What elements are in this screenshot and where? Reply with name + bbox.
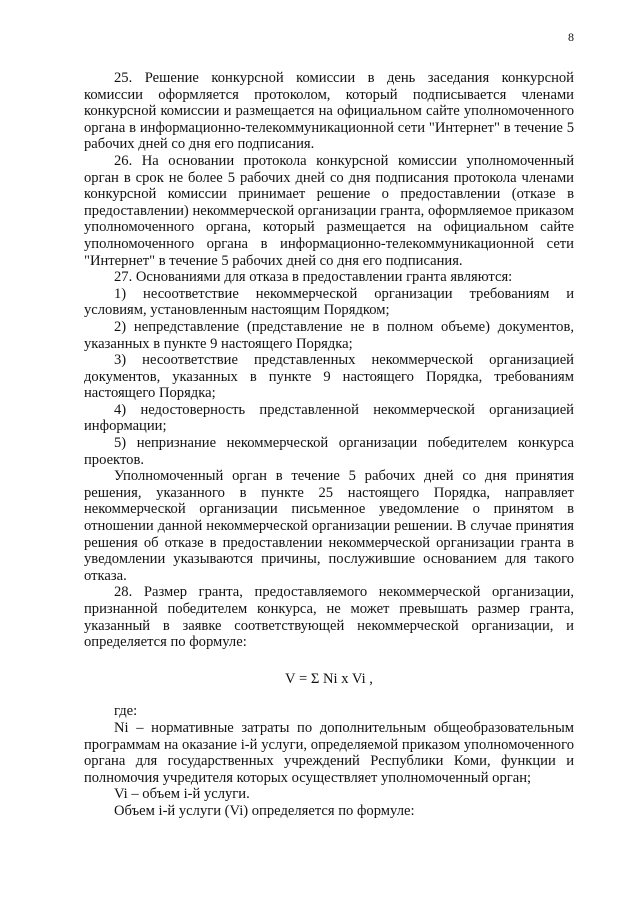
paragraph-27: 27. Основаниями для отказа в предоставлении гранта являются: bbox=[114, 269, 513, 286]
definition-ni: Ni – нормативные затраты по дополнительным общеобразовательным программам на оказание i-й услуги, определяемой приказом уполномоченного органа для государственных учреждений Республики Коми, функции и полномочия учредителя которых осуществляет уполномоченный орган; bbox=[84, 719, 574, 786]
paragraph-27-item-2: 2) непредставление (представление не в полном объеме) документов, указанных в пункте 9 настоящего Порядка; bbox=[84, 318, 574, 352]
paragraph-28: 28. Размер гранта, предоставляемого некоммерческой организации, признанной победителем конкурса, не может превышать размер гранта, указанный в заявке соответствующей некоммерческой организации, и определяется по формуле: bbox=[84, 584, 574, 651]
definition-vi: Vi – объем i-й услуги. bbox=[114, 786, 250, 803]
page-number: 8 bbox=[568, 30, 574, 44]
paragraph-27-notice: Уполномоченный орган в течение 5 рабочих дней со дня принятия решения, указанного в пункте 25 настоящего Порядка, направляет некоммерческой организации письменное уведомление о принятом в отношении данной некоммерческой организации решении. В случае принятия решения об отказе в предоставлении некоммерческой организации гранта в уведомлении указываются причины, послужившие основанием для такого отказа. bbox=[84, 468, 574, 584]
paragraph-27-item-3: 3) несоответствие представленных некоммерческой организацией документов, указанных в пункте 9 настоящего Порядка, требованиям настоящего Порядка; bbox=[84, 352, 574, 402]
paragraph-27-item-1: 1) несоответствие некоммерческой организации требованиям и условиям, установленным настоящим Порядком; bbox=[84, 285, 574, 319]
document-body bbox=[84, 70, 574, 820]
where-label: где: bbox=[114, 703, 138, 720]
paragraph-27-item-4: 4) недостоверность представленной некоммерческой организацией информации; bbox=[84, 401, 574, 435]
grant-formula: V = Σ Ni x Vi , bbox=[285, 670, 373, 687]
definition-vi-formula-intro: Объем i-й услуги (Vi) определяется по формуле: bbox=[114, 802, 415, 819]
paragraph-27-item-5: 5) непризнание некоммерческой организации победителем конкурса проектов. bbox=[84, 435, 574, 468]
paragraph-25: 25. Решение конкурсной комиссии в день заседания конкурсной комиссии оформляется протоколом, который подписывается членами конкурсной комиссии и размещается на официальном сайте уполномоченного органа в информационно-телекоммуникационной сети "Интернет" в течение 5 рабочих дней со дня его подписания. bbox=[84, 70, 574, 153]
paragraph-26: 26. На основании протокола конкурсной комиссии уполномоченный орган в срок не более 5 рабочих дней со дня подписания протокола членами конкурсной комиссии принимает решение о предоставлении (отказе в предоставлении) некоммерческой организации гранта, оформляемое приказом уполномоченного органа, который размещается на официальном сайте уполномоченного органа в информационно-телекоммуникационной сети "Интернет" в течение 5 рабочих дней со дня его подписания. bbox=[84, 152, 574, 269]
